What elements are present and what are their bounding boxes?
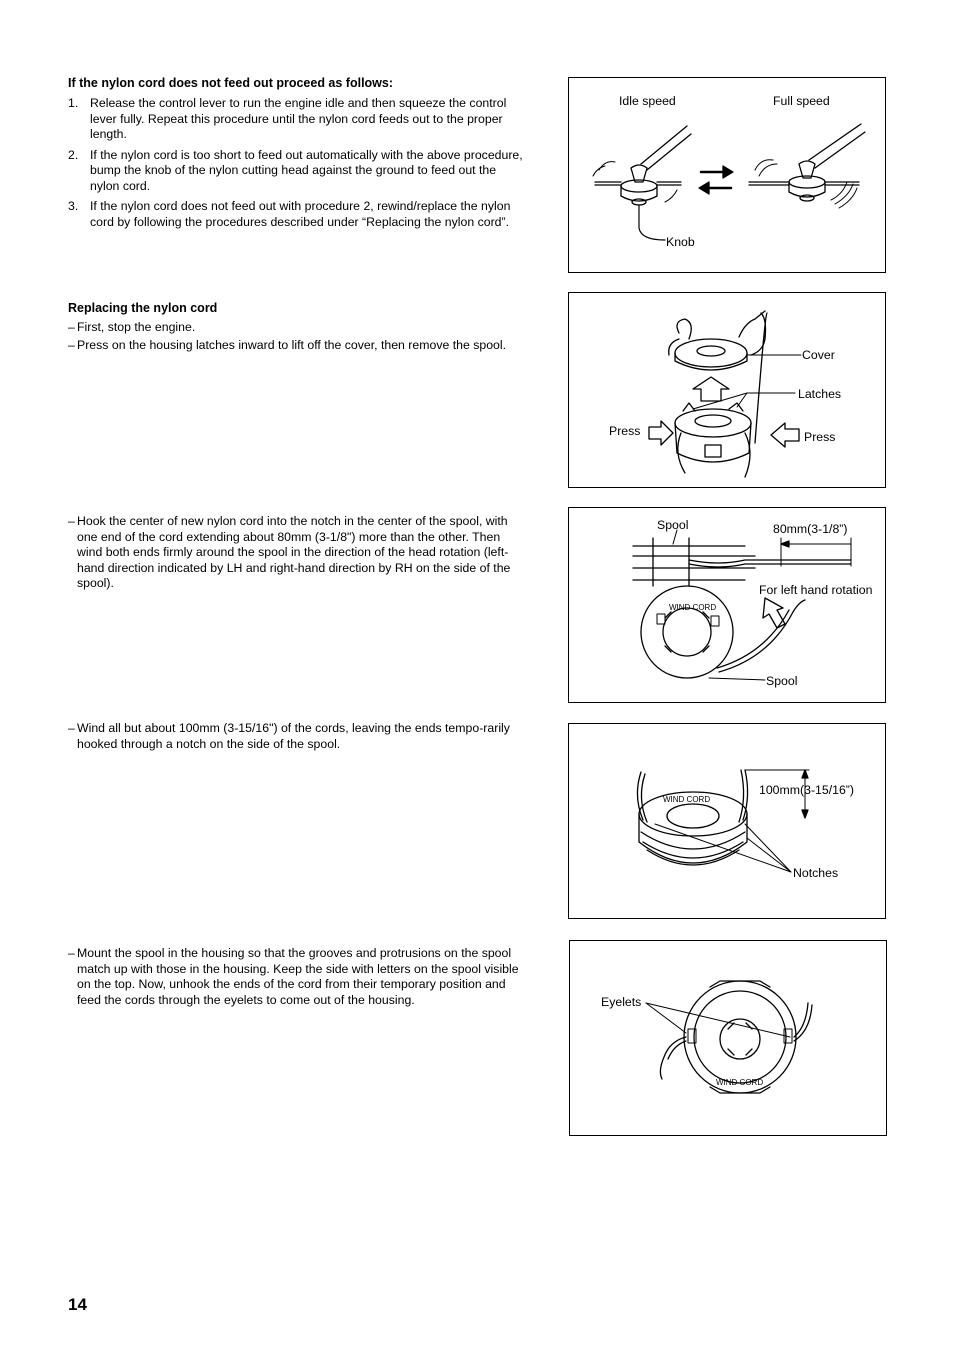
cover-label: Cover: [802, 348, 835, 362]
page-number: 14: [68, 1295, 87, 1314]
spool-top-label: Spool: [657, 518, 689, 532]
feed-steps-list: [68, 96, 528, 235]
list-item: – Mount the spool in the housing so that the grooves and protrusions on the spool match up with those in the housing. Keep the side with letters on the spool visible on the top. Now, unhook the ends of the cord from their temporary position and feed the cords through the eyelets to come out of the housing.: [68, 946, 519, 1007]
spool-notches-illustration: [569, 724, 886, 919]
measure-80mm-label: 80mm(3-1/8”): [773, 522, 848, 536]
list-item: – First, stop the engine.: [68, 320, 196, 334]
spool-bottom-label: Spool: [766, 674, 798, 688]
full-speed-label: Full speed: [773, 94, 830, 108]
housing-eyelets-illustration: [570, 941, 887, 1136]
section-heading-replace: Replacing the nylon cord: [68, 301, 218, 315]
latches-label: Latches: [798, 387, 842, 401]
knob-label: Knob: [666, 235, 695, 249]
list-item: – Wind all but about 100mm (3-15/16") of the cords, leaving the ends tempo-rarily hooked through a notch on the side of the spool.: [68, 721, 510, 751]
spool-print-text: WIND CORD: [716, 1078, 764, 1087]
list-item: 3. If the nylon cord does not feed out with procedure 2, rewind/replace the nylon cord by following the procedures described under “Replacing the nylon cord”.: [68, 199, 511, 229]
eyelets-label: Eyelets: [601, 995, 642, 1009]
rotation-label: For left hand rotation: [759, 583, 873, 597]
trimmer-head-speed-illustration: [569, 78, 886, 273]
idle-speed-label: Idle speed: [619, 94, 676, 108]
measure-100mm-label: 100mm(3-15/16”): [759, 783, 854, 797]
spool-print-text: WIND CORD: [663, 795, 711, 804]
figure-cover-latches: [568, 292, 886, 488]
figure-idle-full-speed: [568, 77, 886, 273]
figure-spool-80mm: [568, 507, 886, 703]
figure-spool-notches: [568, 723, 886, 919]
list-item: – Hook the center of new nylon cord into the notch in the center of the spool, with one end of the cord extending about 80mm (3-1/8") more than the other. Then wind both ends firmly around the spool in the direction of the head rotation (left-hand direction indicated by LH and right-hand direction by RH on the side of the spool).: [68, 514, 511, 590]
figure-eyelets: [569, 940, 887, 1136]
spool-print-text: WIND CORD: [669, 603, 717, 612]
list-item: 1. Release the control lever to run the engine idle and then squeeze the control lever fully. Repeat this procedure until the nylon cord feeds out to the proper length.: [68, 96, 507, 141]
notches-label: Notches: [793, 866, 839, 880]
press-left-label: Press: [609, 424, 641, 438]
section-heading-feed: If the nylon cord does not feed out proceed as follows:: [68, 76, 394, 90]
list-item: 2. If the nylon cord is too short to feed out automatically with the above procedure, bump the knob of the nylon cutting head against the ground to feed out the nylon cord.: [68, 147, 523, 193]
list-item: – Press on the housing latches inward to lift off the cover, then remove the spool.: [68, 338, 507, 352]
press-right-label: Press: [804, 430, 836, 444]
